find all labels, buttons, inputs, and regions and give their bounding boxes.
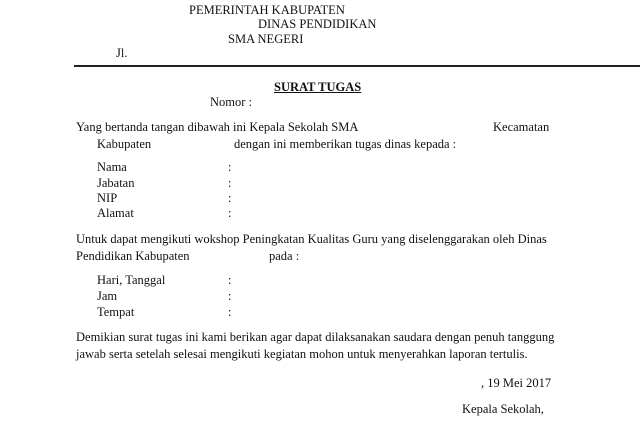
header-department: DINAS PENDIDIKAN xyxy=(258,17,377,31)
field-sep-alamat: : xyxy=(228,206,232,220)
field-sep-hari-tanggal: : xyxy=(228,273,232,287)
purpose-text-line1: Untuk dapat mengikuti wokshop Peningkatan Kualitas Guru yang diselenggarakan oleh Dinas xyxy=(76,232,547,246)
purpose-pada: pada : xyxy=(269,249,300,263)
intro-kabupaten: Kabupaten xyxy=(97,137,152,151)
field-sep-tempat: : xyxy=(228,305,232,319)
letter-date: , 19 Mei 2017 xyxy=(481,376,552,390)
purpose-text-line2: Pendidikan Kabupaten xyxy=(76,249,190,263)
field-label-alamat: Alamat xyxy=(97,206,134,220)
field-label-hari-tanggal: Hari, Tanggal xyxy=(97,273,166,287)
field-sep-nip: : xyxy=(228,191,232,205)
letter-title: SURAT TUGAS xyxy=(274,80,362,94)
field-sep-jam: : xyxy=(228,289,232,303)
field-label-tempat: Tempat xyxy=(97,305,135,319)
intro-text: Yang bertanda tangan dibawah ini Kepala Sekolah SMA xyxy=(76,120,359,134)
closing-text-line2: jawab serta setelah selesai mengikuti kegiatan mohon untuk menyerahkan laporan tertulis. xyxy=(76,347,528,361)
header-address: Jl. xyxy=(116,46,128,60)
field-label-jabatan: Jabatan xyxy=(97,176,135,190)
field-label-nip: NIP xyxy=(97,191,118,205)
intro-assignment: dengan ini memberikan tugas dinas kepada : xyxy=(234,137,457,151)
field-sep-jabatan: : xyxy=(228,176,232,190)
letter-number-label: Nomor : xyxy=(210,95,253,109)
header-government: PEMERINTAH KABUPATEN xyxy=(189,3,345,17)
letterhead-divider xyxy=(74,65,640,67)
header-school: SMA NEGERI xyxy=(228,32,304,46)
field-label-jam: Jam xyxy=(97,289,118,303)
closing-text-line1: Demikian surat tugas ini kami berikan agar dapat dilaksanakan saudara dengan penuh tanggung xyxy=(76,330,555,344)
intro-kecamatan: Kecamatan xyxy=(493,120,550,134)
signatory-title: Kepala Sekolah, xyxy=(462,402,544,416)
field-sep-nama: : xyxy=(228,160,232,174)
field-label-nama: Nama xyxy=(97,160,127,174)
